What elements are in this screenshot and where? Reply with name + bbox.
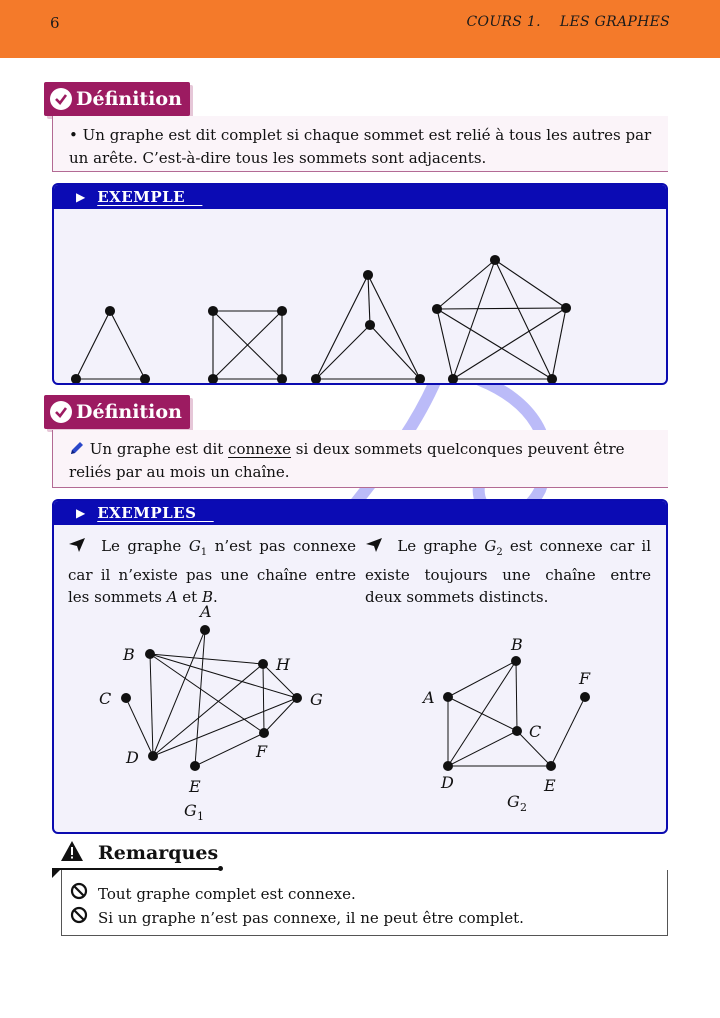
bullet: • xyxy=(69,126,78,144)
example-header xyxy=(54,185,666,209)
page-number: 6 xyxy=(50,14,60,32)
check-circle-icon xyxy=(50,401,72,423)
g2-label-e: E xyxy=(544,776,556,795)
g1-symbol: G xyxy=(188,537,201,555)
definition-text: Un graphe est dit complet si chaque sommet est relié à tous les autres par un arête. C’est-à-dire tous les sommets sont adjacents. xyxy=(69,126,652,167)
remarques-label: Remarques xyxy=(98,842,219,864)
graph-g2 xyxy=(418,630,618,815)
g1-caption: G xyxy=(184,801,197,820)
triangle-right-icon: ▶ xyxy=(76,190,86,204)
complete-graphs-figure xyxy=(54,209,666,383)
right-text-b: est connexe car il existe toujours une chaîne entre deux sommets distincts. xyxy=(365,537,652,606)
vertex-b-ref: B xyxy=(201,588,214,606)
vertex-a-ref: A xyxy=(166,588,178,606)
definition-term: connexe xyxy=(228,440,292,458)
g2-label-c: C xyxy=(529,722,542,741)
example-box-1 xyxy=(52,183,668,385)
g2-caption-sub: 2 xyxy=(520,801,527,814)
location-arrow-icon xyxy=(68,537,86,555)
remarques-title xyxy=(52,836,218,870)
check-circle-icon xyxy=(50,88,72,110)
pencil-icon xyxy=(69,440,90,458)
graph-k5 xyxy=(433,256,571,384)
remarque-item xyxy=(70,906,667,930)
example-header xyxy=(54,501,666,525)
prohibited-icon xyxy=(70,882,88,906)
definition-tag-1 xyxy=(44,82,190,116)
triangle-right-icon: ▶ xyxy=(76,506,86,520)
g1-label-c: C xyxy=(99,689,112,708)
example-label: EXEMPLES xyxy=(97,504,197,522)
remarques-box xyxy=(61,870,668,936)
g1-label-b: B xyxy=(123,645,135,664)
graph-k3 xyxy=(72,307,150,384)
g2-caption: G xyxy=(507,792,520,811)
example-right-text xyxy=(365,535,651,608)
g1-caption-sub: 1 xyxy=(197,810,204,823)
g1-label-a: A xyxy=(200,602,212,621)
definition-tag-label: Définition xyxy=(76,401,182,423)
g2-label-a: A xyxy=(423,688,435,707)
definition-text-before: Un graphe est dit xyxy=(89,440,229,458)
g2-sub: 2 xyxy=(496,547,503,558)
graph-g1 xyxy=(90,600,340,825)
example-label: EXEMPLE xyxy=(97,188,186,206)
remarque-item xyxy=(70,882,667,906)
g1-label-f: F xyxy=(256,742,268,761)
right-text-a: Le graphe xyxy=(397,537,485,555)
definition-tag-2 xyxy=(44,395,190,429)
warning-icon xyxy=(60,840,84,867)
left-text-b: n’est pas connexe car il n’existe pas une chaîne entre les sommets xyxy=(68,537,356,606)
page-header xyxy=(0,0,720,58)
g2-label-b: B xyxy=(511,635,523,654)
remarque-text: Tout graphe complet est connexe. xyxy=(98,885,356,903)
g1-label-e: E xyxy=(189,777,201,796)
left-end: . xyxy=(213,588,218,606)
remarque-text: Si un graphe n’est pas connexe, il ne peut être complet. xyxy=(98,909,524,927)
definition-tag-label: Définition xyxy=(76,88,182,110)
chapter-title: COURS 1. LES GRAPHES xyxy=(466,14,670,30)
graph-k4-square xyxy=(209,307,287,384)
left-text-a: Le graphe xyxy=(101,537,189,555)
remarques-corner xyxy=(52,869,61,878)
g2-label-d: D xyxy=(441,773,454,792)
definition-box-1 xyxy=(52,116,668,172)
example-left-text xyxy=(68,535,356,608)
g2-label-f: F xyxy=(579,669,591,688)
g1-label-g: G xyxy=(310,690,323,709)
g1-label-h: H xyxy=(276,655,290,674)
left-et: et xyxy=(177,588,202,606)
prohibited-icon xyxy=(70,906,88,930)
definition-box-2 xyxy=(52,430,668,488)
g1-sub: 1 xyxy=(200,547,208,558)
g2-symbol: G xyxy=(484,537,497,555)
definition-text-after: si deux sommets quelconques peuvent être reliés par au mois un chaîne. xyxy=(69,440,625,481)
g1-label-d: D xyxy=(126,748,139,767)
graph-k4-triangle xyxy=(312,271,425,384)
location-arrow-icon xyxy=(365,537,383,555)
